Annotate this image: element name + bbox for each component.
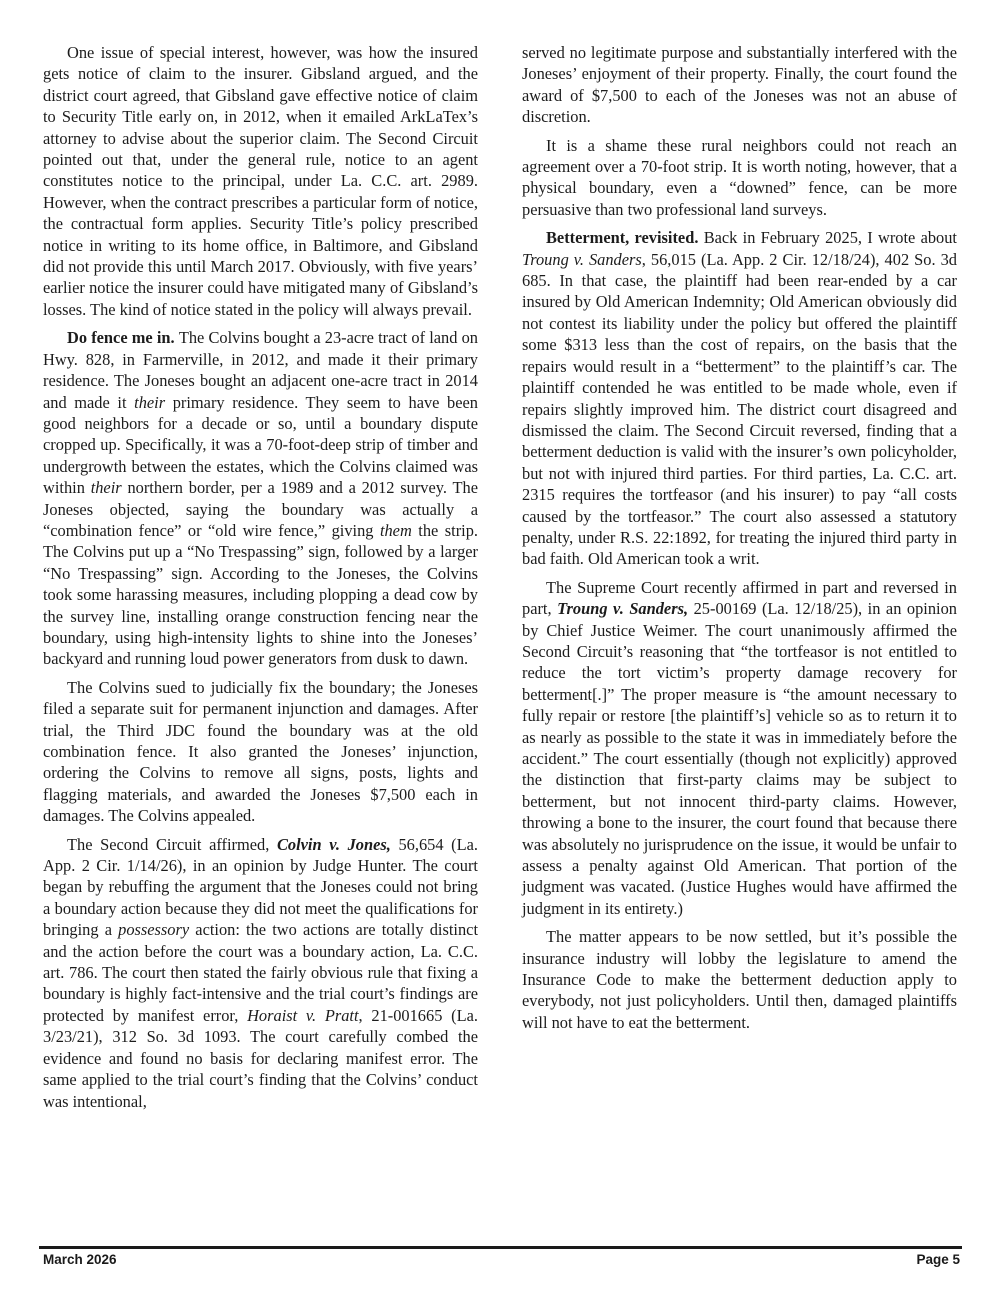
text-segment: their (134, 392, 166, 412)
text-segment: The Colvins bought a 23-acre tract of land on Hwy. 828, in Farmerville, in 2012, and made it their primary residence. The Joneses bought an adjacent one-acre tract in 2014 and made it (43, 328, 478, 412)
text-segment: Betterment, revisited. (546, 228, 704, 248)
text-segment: The Second Circuit affirmed, (67, 834, 277, 854)
text-segment: The Supreme Court recently affirmed in part and reversed in part, (522, 577, 957, 619)
text-segment: possessory (118, 920, 190, 940)
text-segment: , 56,015 (La. App. 2 Cir. 12/18/24), 402 So. 3d 685. In that case, the plaintiff had been rear-ended by a car insured by Old American Indemnity; Old American obviously did not contest its liability under the policy but offered the plaintiff some $313 less than the cost of repairs, on the basis that the repairs would result in a “betterment” to the plaintiff’s car. The plaintiff contended he was entitled to be made whole, even if repairs slightly improved him. The district court disagreed and dismissed the claim. The Second Circuit reversed, finding that a betterment deduction is valid with the insurer’s own policyholder, but not with injured third parties. For third parties, La. C.C. art. 2315 requires the tortfeasor (and his insurer) to pay “all costs caused by the tortfeasor.” The court also assessed a statutory penalty, under R.S. 22:1892, for treating the injured third party in bad faith. Old American took a writ. (522, 249, 957, 569)
text-segment: The Colvins sued to judicially fix the boundary; the Joneses filed a separate suit for permanent injunction and damages. After trial, the Third JDC found the boundary was at the old combination fence. It also granted the Joneses’ injunction, ordering the Colvins to remove all signs, posts, lights and flagging materials, and awarded the Joneses $7,500 each in damages. The Colvins appealed. (43, 677, 478, 826)
text-segment: Back in February 2025, I wrote about (703, 228, 957, 248)
right-column (522, 42, 957, 1119)
text-segment: Troung v. Sanders, (557, 599, 689, 619)
paragraph (522, 227, 957, 570)
paragraph (43, 327, 478, 670)
paragraph (522, 926, 957, 1033)
text-segment: action: the two actions are totally distinct and the action before the court was a boundary action, La. C.C. art. 786. The court then stated the fairly obvious rule that fixing a boundary is highly fact-intensive and the trial court’s findings are protected by manifest error, (43, 920, 478, 1025)
text-segment: , 21-001665 (La. 3/23/21), 312 So. 3d 1093. The court carefully combed the evidence and found no basis for declaring manifest error. The same applied to the trial court’s finding that the Colvins’ conduct was intentional, (43, 1005, 478, 1111)
paragraph (522, 577, 957, 920)
text-segment: primary residence. They seem to have been good neighbors for a decade or so, until a boundary dispute cropped up. Specifically, it was a 70-foot-deep strip of timber and undergrowth between the estates, which the Colvins claimed was within (43, 392, 478, 498)
text-segment: 56,654 (La. App. 2 Cir. 1/14/26), in an opinion by Judge Hunter. The court began by rebuffing the argument that the Joneses could not bring a boundary action because they did not meet the qualifications for bringing a (43, 834, 478, 940)
text-segment: 25-00169 (La. 12/18/25), in an opinion by Chief Justice Weimer. The court unanimously affirmed the Second Circuit’s reasoning that “the tortfeasor is not entitled to reduce the tort victim’s property damage recovery for betterment[.]” The proper measure is “the amount necessary to fully repair or restore [the plaintiff’s] vehicle so as to return it to as nearly as possible to the state it was in immediately before the accident.” The court essentially (though not explicitly) approved the distinction that first-party claims may be subject to betterment, but not innocent third-party claims. However, throwing a bone to the insurer, the court found that because there was absolutely no jurisprudence on the issue, it would be unfair to assess a penalty against Old American. That portion of the judgment was vacated. (Justice Hughes would have affirmed the judgment in its entirety.) (522, 599, 957, 918)
page-footer (43, 1252, 960, 1267)
paragraph (43, 42, 478, 320)
paragraph (43, 834, 478, 1112)
text-segment: The matter appears to be now settled, but it’s possible the insurance industry will lobby the legislature to amend the Insurance Code to make the betterment deduction apply to everybody, not just policyholders. Until then, damaged plaintiffs will not have to eat the betterment. (522, 927, 957, 1032)
text-segment: them (379, 520, 412, 540)
text-segment: Do fence me in. (67, 328, 179, 348)
text-segment: Troung v. Sanders (522, 249, 642, 269)
paragraph (43, 677, 478, 827)
text-segment: northern border, per a 1989 and a 2012 survey. The Joneses objected, saying the boundary was actually a “combination fence” or “old wire fence,” giving (43, 478, 478, 540)
text-segment: the strip. The Colvins put up a “No Trespassing” sign, followed by a larger “No Trespassing” sign. According to the Joneses, the Colvins took some harassing measures, including plopping a dead cow by the survey line, installing orange construction fencing near the boundary, using high-intensity lights to shine into the Joneses’ backyard and running loud power generators from dusk to dawn. (43, 520, 478, 669)
text-segment: Horaist v. Pratt (247, 1005, 359, 1025)
paragraph (522, 135, 957, 221)
text-segment: their (90, 478, 122, 498)
article-body (43, 42, 957, 1119)
footer-issue-date: March 2026 (43, 1252, 117, 1267)
text-segment: One issue of special interest, however, was how the insured gets notice of claim to the insurer. Gibsland argued, and the district court agreed, that Gibsland gave effective notice of claim to Security Title early on, in 2012, when it emailed ArkLaTex’s attorney to advise about the superior claim. The Second Circuit pointed out that, under the general rule, notice to an agent constitutes notice to the principal, under La. C.C. art. 2989. However, when the contract prescribes a particular form of notice, the contractual form applies. Security Title’s policy prescribed notice in writing to its home office, in Baltimore, and Gibsland did not provide this until March 2017. Obviously, with five years’ earlier notice the insurer could have mitigated many of Gibsland’s losses. The kind of notice stated in the policy will always prevail. (43, 43, 478, 319)
text-segment: It is a shame these rural neighbors could not reach an agreement over a 70-foot strip. It is worth noting, however, that a physical boundary, even a “downed” fence, can be more persuasive than two professional land surveys. (522, 135, 957, 219)
paragraph (522, 42, 957, 128)
left-column (43, 42, 478, 1119)
text-segment: served no legitimate purpose and substantially interfered with the Joneses’ enjoyment of their property. Finally, the court found the award of $7,500 to each of the Joneses was not an abuse of discretion. (522, 43, 957, 127)
text-segment: Colvin v. Jones, (276, 834, 391, 854)
footer-divider (39, 1246, 962, 1249)
footer-page-number: Page 5 (916, 1252, 960, 1267)
